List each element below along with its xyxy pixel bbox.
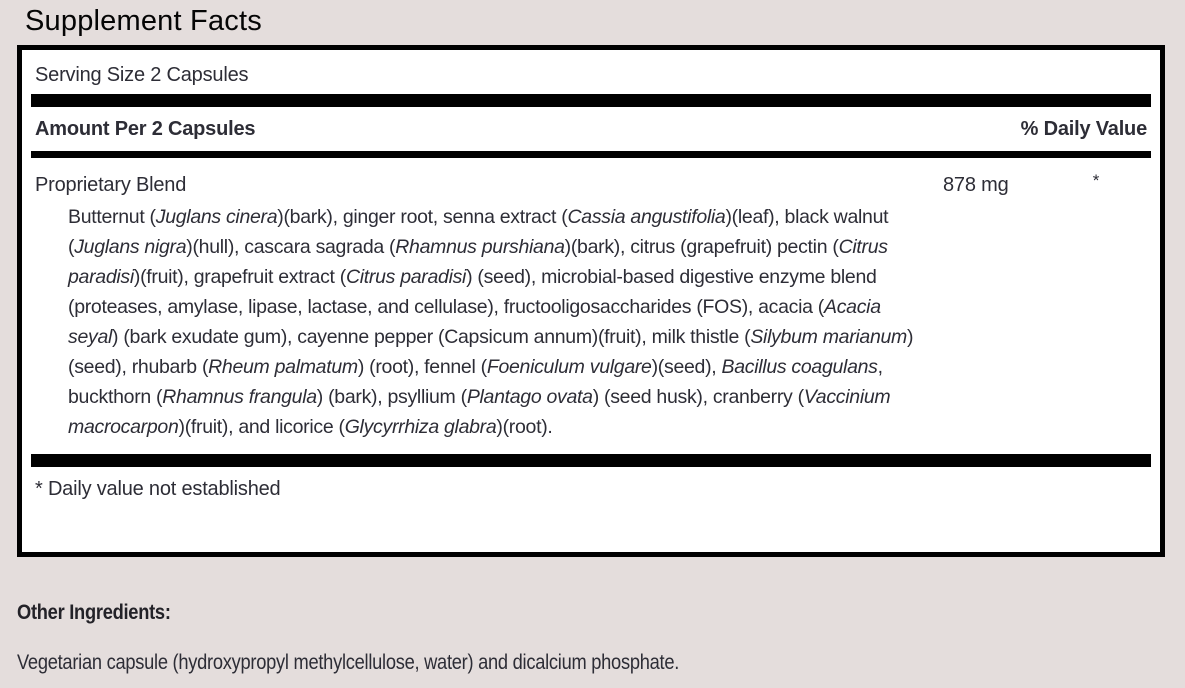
amount-per-capsules-label: Amount Per 2 Capsules: [35, 118, 256, 140]
divider-bar-thin: [31, 151, 1151, 158]
proprietary-blend-description: Butternut (Juglans cinera)(bark), ginger root, senna extract (Cassia angustifolia)(leaf), black walnut (Juglans nigra)(hull), cascara sagrada (Rhamnus purshiana)(bark), citrus (grapefruit) pectin (Citrus paradisi)(fruit), grapefruit extract (Citrus paradisi) (seed), microbial-based digestive enzyme blend (proteases, amylase, lipase, lactase, and cellulase), fructooligosaccharides (FOS), acacia (Acacia seyal) (bark exudate gum), cayenne pepper (Capsicum annum)(fruit), milk thistle (Silybum marianum)(seed), rhubarb (Rheum palmatum) (root), fennel (Foeniculum vulgare)(seed), Bacillus coagulans, buckthorn (Rhamnus frangula) (bark), psyllium (Plantago ovata) (seed husk), cranberry (Vaccinium macrocarpon)(fruit), and licorice (Glycyrrhiza glabra)(root).: [68, 206, 914, 438]
page-title: Supplement Facts: [25, 5, 262, 37]
panel-inner: [22, 50, 1160, 511]
divider-bar-thick-bottom: [31, 454, 1151, 467]
divider-bar-thick-top: [31, 94, 1151, 107]
table-row: [31, 172, 1151, 198]
ingredient-amount: 878 mg: [943, 174, 1009, 196]
serving-size-text: Serving Size 2 Capsules: [35, 64, 249, 86]
other-ingredients-text: Vegetarian capsule (hydroxypropyl methylcellulose, water) and dicalcium phosphate.: [17, 651, 680, 674]
amount-header-row: [31, 107, 1151, 151]
percent-daily-value-label: % Daily Value: [1020, 118, 1147, 140]
supplement-facts-panel: [17, 45, 1165, 557]
other-ingredients-label: Other Ingredients:: [17, 601, 171, 624]
daily-value-footnote: * Daily value not established: [35, 478, 281, 500]
ingredient-daily-value: *: [1092, 171, 1100, 190]
ingredient-name: Proprietary Blend: [35, 174, 187, 196]
